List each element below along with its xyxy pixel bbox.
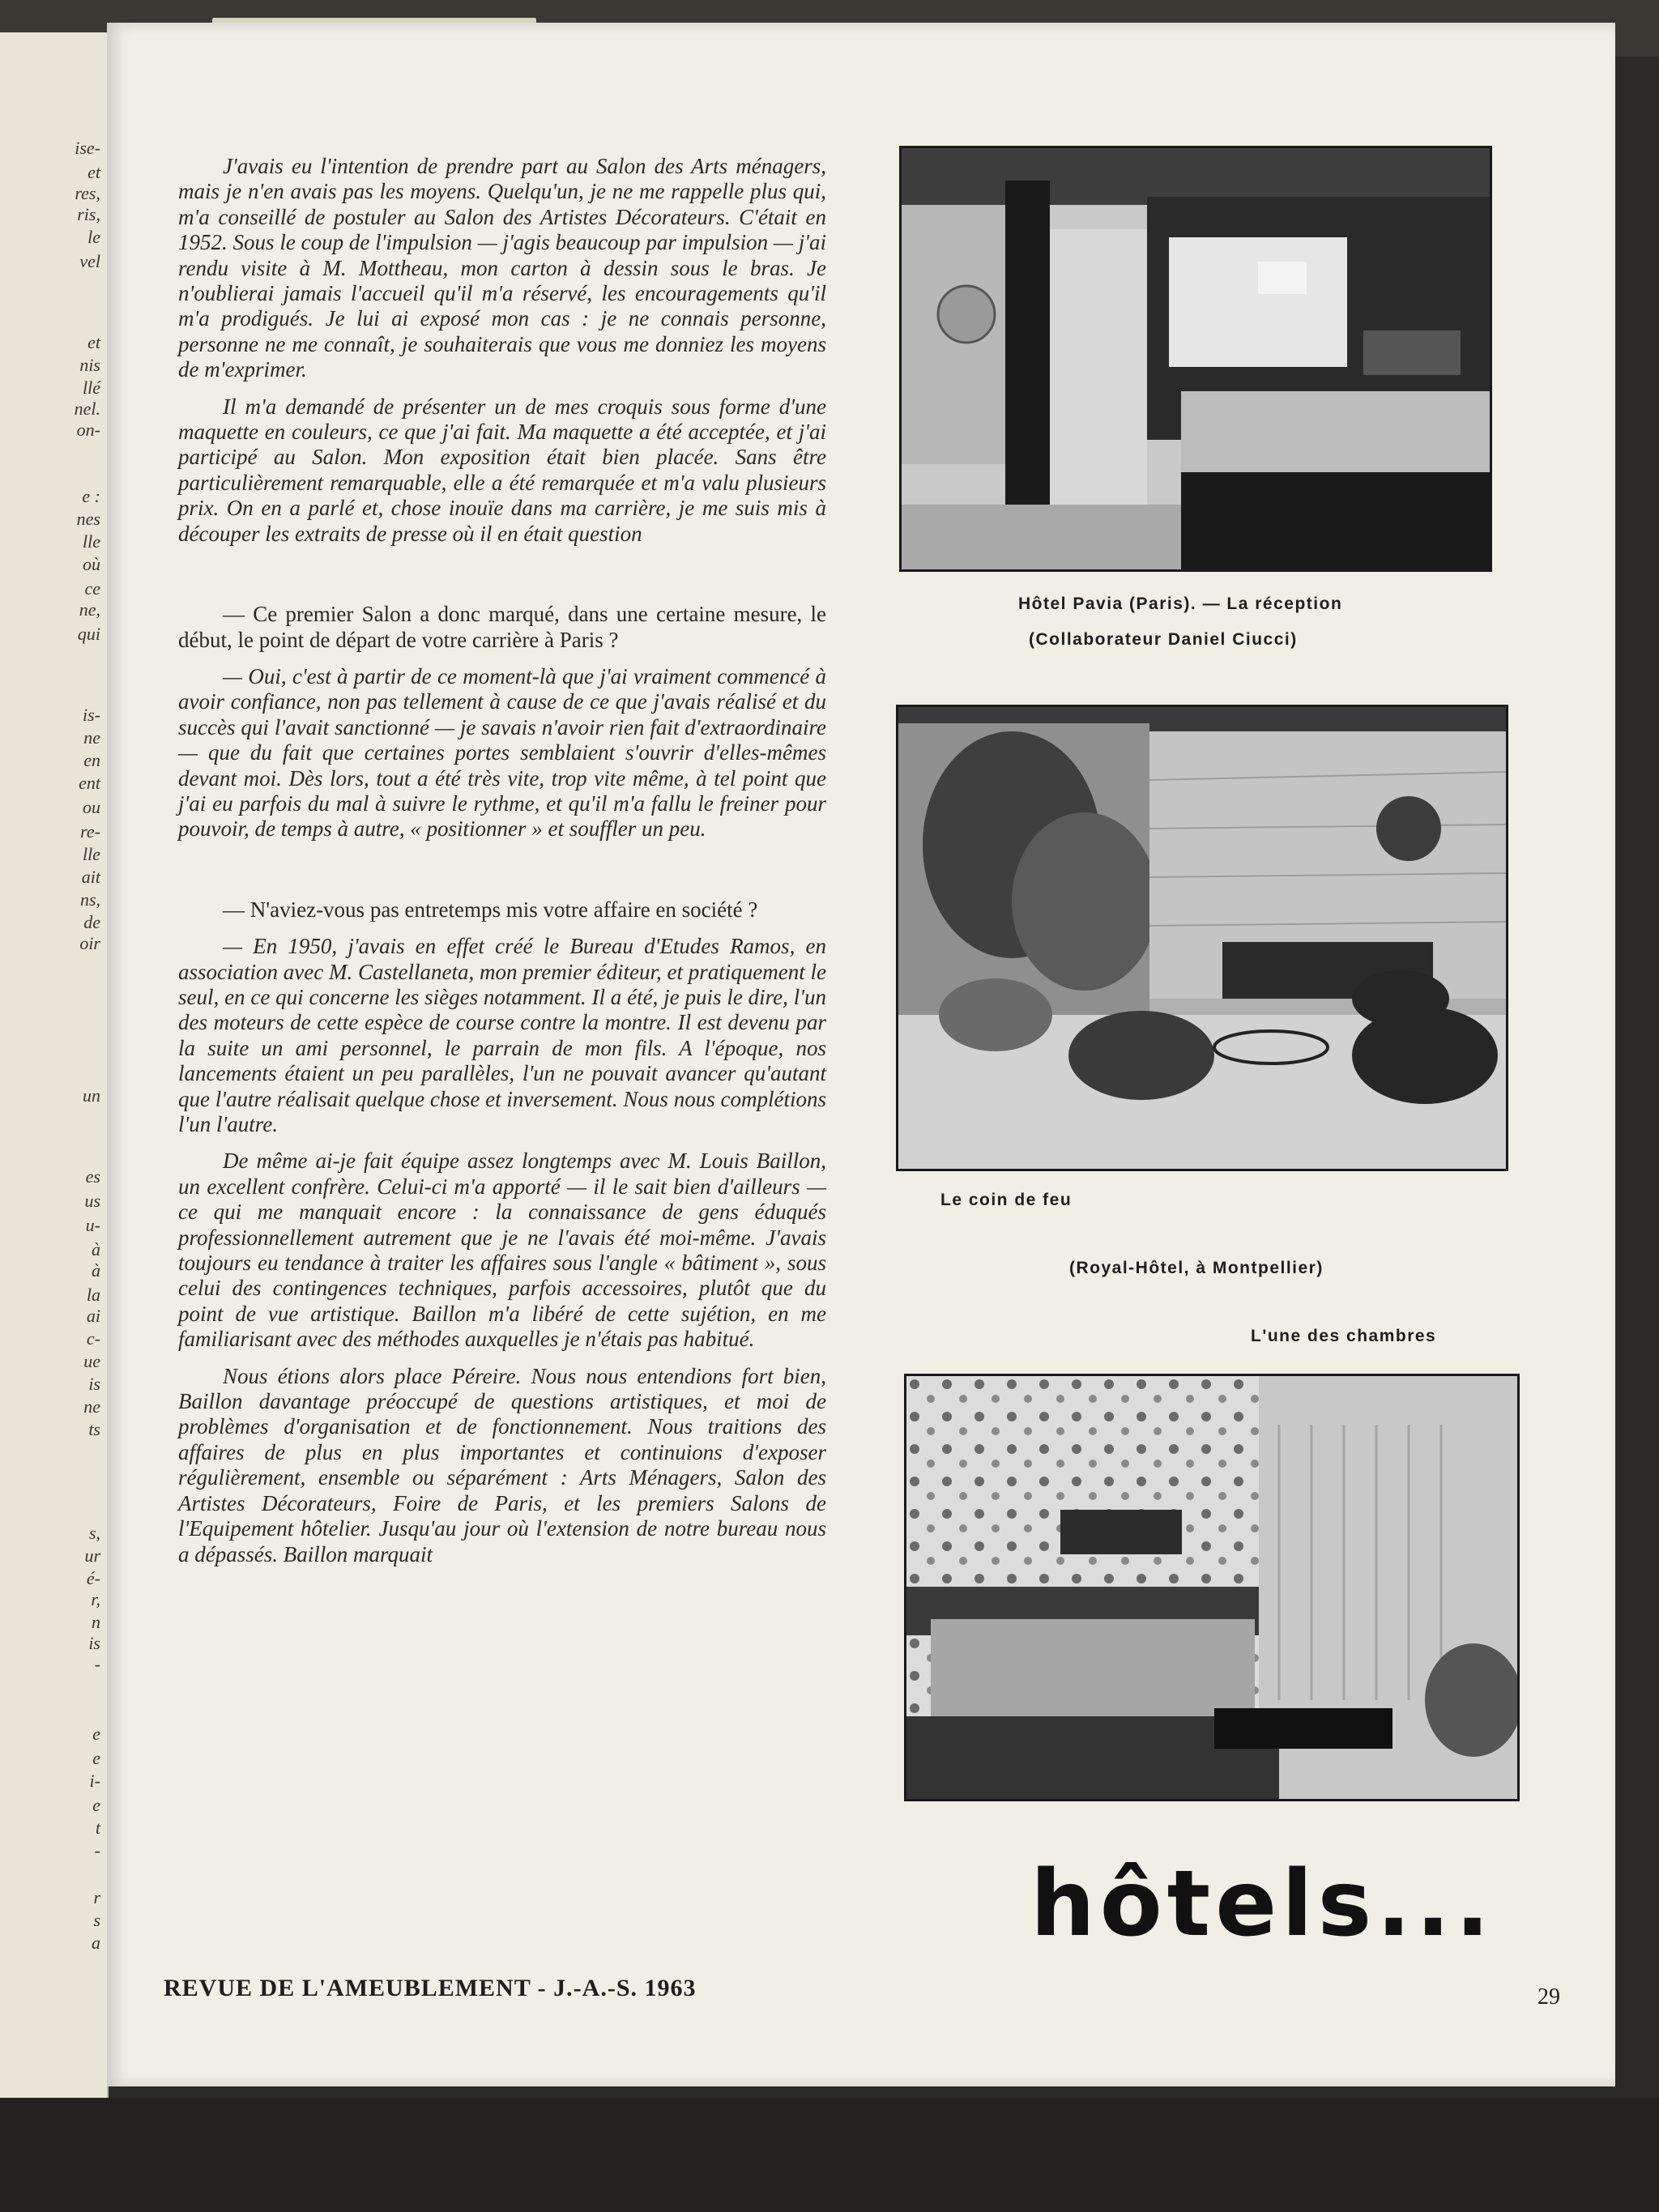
backdrop-bottom bbox=[0, 2098, 1659, 2212]
facing-page-edge bbox=[0, 32, 109, 2122]
facing-page-text-fragment: nel. bbox=[74, 399, 100, 419]
facing-page-text-fragment: vel bbox=[79, 251, 100, 271]
facing-page-text-fragment: un bbox=[83, 1085, 100, 1106]
facing-page-text-fragment: r, bbox=[91, 1589, 100, 1609]
facing-page-text-fragment: es bbox=[85, 1166, 100, 1187]
facing-page-text-fragment: nes bbox=[76, 509, 100, 529]
photo-hotel-reception bbox=[899, 146, 1492, 572]
facing-page-text-fragment: r bbox=[93, 1887, 100, 1907]
facing-page-text-fragment: is- bbox=[83, 705, 100, 725]
photo-lounge-fireplace bbox=[896, 705, 1508, 1171]
facing-page-text-fragment: à bbox=[92, 1260, 100, 1281]
facing-page-text-fragment: e : bbox=[82, 486, 100, 506]
facing-page-text-fragment: - bbox=[94, 1840, 100, 1860]
facing-page-text-fragment: la bbox=[86, 1285, 100, 1305]
facing-page-text-fragment: à bbox=[92, 1239, 100, 1259]
photo2-caption: Le coin de feu bbox=[940, 1191, 1073, 1209]
interview-question: — N'aviez-vous pas entretemps mis votre affaire en société ? bbox=[223, 897, 758, 922]
facing-page-text-fragment: ne, bbox=[79, 599, 100, 620]
facing-page-text-fragment: ur bbox=[84, 1545, 100, 1566]
facing-page-text-fragment: en bbox=[83, 750, 100, 770]
facing-page-text-fragment: - bbox=[94, 1654, 100, 1674]
photo-bedroom bbox=[904, 1374, 1520, 1801]
facing-page-text-fragment: et bbox=[87, 162, 100, 182]
journal-footer: REVUE DE L'AMEUBLEMENT - J.-A.-S. 1963 bbox=[164, 1975, 697, 2001]
facing-page-text-fragment: ne bbox=[83, 727, 100, 748]
facing-page-text-fragment: e bbox=[92, 1724, 100, 1744]
magazine-page bbox=[107, 23, 1615, 2086]
article-paragraph: Nous étions alors place Péreire. Nous nous entendions fort bien, Baillon davantage préoccupé de questions artistiques, et moi de problèmes d'organisation et de fonctionnement. Nous traitions des affaires de plus en plus importantes et continuions d'exposer régulièrement, ensemble ou séparément : Arts Ménagers, Salon des Artistes Décorateurs, Foire de Paris, et les premiers Salons de l'Equipement hôtelier. Jusqu'au jour où l'extension de notre bureau nous a dépassés. Baillon marquait bbox=[178, 1363, 826, 1566]
facing-page-text-fragment: ou bbox=[83, 797, 100, 817]
facing-page-text-fragment: ts bbox=[88, 1419, 100, 1439]
article-paragraph: — En 1950, j'avais en effet créé le Bureau d'Etudes Ramos, en association avec M. Castellaneta, mon premier éditeur, et pratiquement le seul, en ce qui concerne les sièges notamment. Il a été, je puis le dire, l'un des moteurs de cette espèce de course contre la montre. Il est devenu par la suite un ami personnel, le parrain de mon fils. A l'époque, nos lancements étaient un peu parallèles, l'un ne pouvait avancer qu'autant que l'autre réalisait quelque chose et inversement. Nous nous complétions l'un l'autre. bbox=[178, 934, 826, 1136]
photo3-caption: L'une des chambres bbox=[1251, 1327, 1437, 1345]
facing-page-text-fragment: qui bbox=[77, 624, 100, 644]
page-number: 29 bbox=[1537, 1984, 1560, 2010]
article-text bbox=[178, 154, 826, 1579]
facing-page-text-fragment: ris, bbox=[77, 204, 100, 224]
photo1-caption: Hôtel Pavia (Paris). — La réception bbox=[1018, 595, 1343, 613]
facing-page-text-fragment: et bbox=[87, 332, 100, 352]
facing-page-text-fragment: c- bbox=[86, 1328, 100, 1349]
facing-page-text-fragment: ent bbox=[79, 773, 100, 793]
facing-page-text-fragment: ns, bbox=[79, 889, 100, 910]
facing-page-text-fragment: où bbox=[83, 554, 100, 574]
facing-page-text-fragment: ne bbox=[83, 1396, 100, 1417]
facing-page-text-fragment: is bbox=[88, 1374, 100, 1394]
facing-page-text-fragment: oir bbox=[79, 933, 100, 953]
facing-page-text-fragment: ai bbox=[86, 1306, 100, 1326]
facing-page-text-fragment: u- bbox=[85, 1215, 100, 1235]
facing-page-text-fragment: a bbox=[92, 1933, 100, 1953]
facing-page-text-fragment: nis bbox=[79, 355, 100, 375]
article-paragraph: Il m'a demandé de présenter un de mes croquis sous forme d'une maquette en couleurs, ce que j'ai fait. Ma maquette a été acceptée, et j'ai participé au Salon. Mon exposition était bien placée. Sans être particulièrement remarquable, elle a été remarquée et m'a valu plusieurs prix. On en a parlé et, chose inouïe dans ma carrière, je me suis mis à découper les extraits de presse où il en était question bbox=[178, 394, 826, 546]
section-title: hôtels... bbox=[1030, 1852, 1495, 1957]
facing-page-text-fragment: ise- bbox=[75, 138, 100, 158]
facing-page-text-fragment: re- bbox=[80, 821, 100, 842]
facing-page-text-fragment: le bbox=[87, 227, 100, 247]
facing-page-text-fragment: is bbox=[88, 1633, 100, 1653]
photo2-credit: (Royal-Hôtel, à Montpellier) bbox=[1069, 1259, 1324, 1277]
article-paragraph: De même ai-je fait équipe assez longtemps avec M. Louis Baillon, un excellent confrère. Celui-ci m'a apporté — il le sait bien d'ailleurs — ce qui me manquait encore : la connaissance de gens éduqués professionnellement autrement que je ne l'avais été moi-même. J'avais toujours eu tendance à traiter les affaires sous l'angle « bâtiment », sous celui des contingences techniques, parfois accessoires, plutôt que du point de vue artistique. Baillon m'a libéré de cette sujétion, en me familiarisant avec des méthodes auxquelles je n'étais pas habitué. bbox=[178, 1149, 826, 1352]
interview-question: — Ce premier Salon a donc marqué, dans une certaine mesure, le début, le point de départ de votre carrière à Paris ? bbox=[178, 602, 826, 652]
facing-page-text-fragment: n bbox=[92, 1612, 100, 1632]
facing-page-text-fragment: t bbox=[95, 1818, 100, 1838]
facing-page-text-fragment: ait bbox=[81, 867, 100, 887]
facing-page-text-fragment: ce bbox=[84, 578, 100, 599]
facing-page-text-fragment: lle bbox=[83, 844, 100, 864]
facing-page-text-fragment: é- bbox=[86, 1568, 100, 1588]
facing-page-text-fragment: i- bbox=[89, 1771, 100, 1791]
article-paragraph: — Oui, c'est à partir de ce moment-là que j'ai vraiment commencé à avoir confiance, non pas tellement à cause de ce que j'avais réalisé et du succès qui l'avait sanctionné — je savais n'avoir rien fait d'extraordinaire — que du fait que certaines portes semblaient s'ouvrir d'elles-mêmes devant moi. Dès lors, tout a été très vite, trop vite même, à tel point que j'ai eu parfois du mal à suivre le rythme, et qu'il m'a fallu le freiner pour pouvoir, de temps à autre, « positionner » et souffler un peu. bbox=[178, 663, 826, 842]
facing-page-text-fragment: lle bbox=[83, 531, 100, 552]
facing-page-text-fragment: e bbox=[92, 1748, 100, 1768]
facing-page-text-fragment: s, bbox=[88, 1523, 100, 1543]
facing-page-text-fragment: us bbox=[84, 1191, 100, 1211]
facing-page-text-fragment: res, bbox=[75, 183, 100, 203]
facing-page-text-fragment: de bbox=[83, 912, 100, 932]
facing-page-text-fragment: on- bbox=[76, 420, 100, 440]
facing-page-text-fragment: e bbox=[92, 1795, 100, 1815]
facing-page-text-fragment: ue bbox=[83, 1351, 100, 1371]
facing-page-text-fragment: llé bbox=[83, 377, 100, 398]
photo1-credit: (Collaborateur Daniel Ciucci) bbox=[1029, 630, 1298, 649]
article-paragraph: J'avais eu l'intention de prendre part au Salon des Arts ménagers, mais je n'en avais pas les moyens. Quelqu'un, je ne me rappelle plus qui, m'a conseillé de postuler au Salon des Artistes Décorateurs. C'était en 1952. Sous le coup de l'impulsion — j'agis beaucoup par impulsion — j'ai rendu visite à M. Mottheau, mon carton à dessin sous le bras. Je n'oublierai jamais l'accueil qu'il m'a réservé, les encouragements qu'il m'a prodigués. Je lui ai exposé mon cas : je ne connais personne, personne ne me connaît, je souhaiterais que vous me donniez les moyens de m'exprimer. bbox=[178, 154, 826, 382]
facing-page-text-fragment: s bbox=[93, 1910, 100, 1930]
